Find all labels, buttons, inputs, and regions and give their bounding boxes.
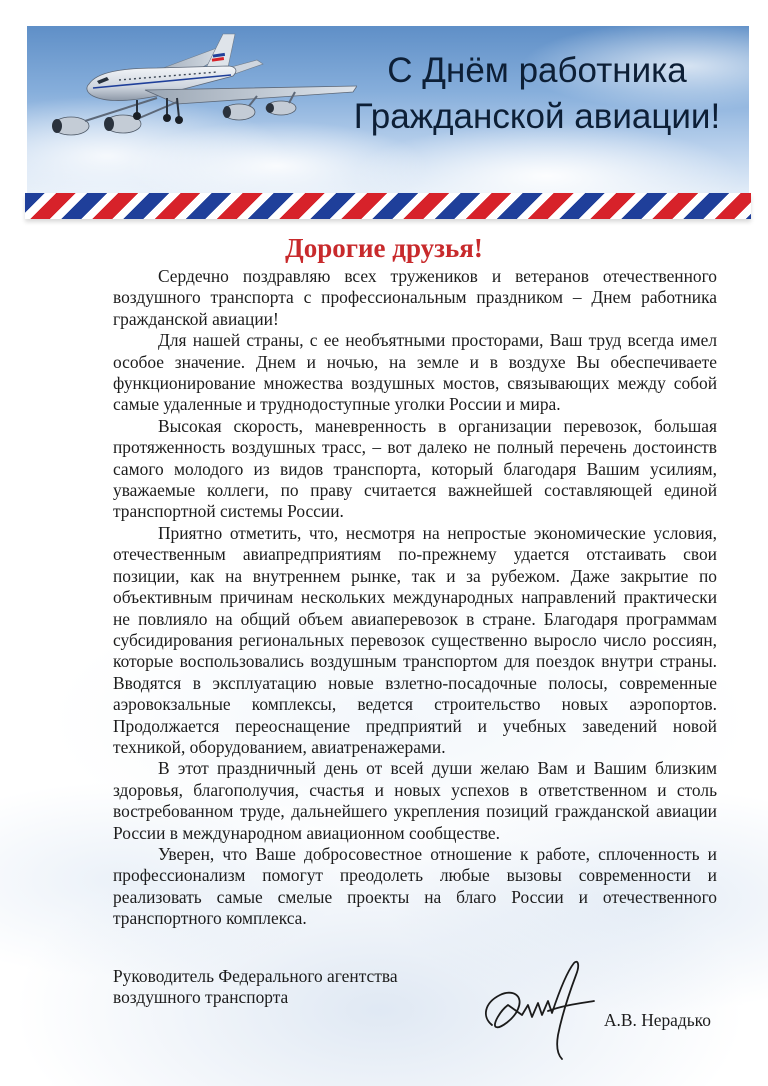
letter-paragraph: Для нашей страны, с ее необъятными просторами, Ваш труд всегда имел особое значение. Днем и ночью, на земле и в воздухе Вы обеспечиваете функционирование множества воздушных мостов, связывающих между собой самые удаленные и труднодоступные уголки России и мира.: [113, 330, 717, 415]
letter-paragraph: Сердечно поздравляю всех тружеников и ветеранов отечественного воздушного транспорта с профессиональным праздником – Днем работника гражданской авиации!: [113, 266, 717, 329]
signer-position: [113, 966, 443, 1009]
letter-paragraph: Высокая скорость, маневренность в организации перевозок, большая протяженность воздушных трасс, – вот далеко не полный перечень достоинств самого молодого из видов транспорта, который благодаря Вашим усилиям, уважаемые коллеги, по праву считается важнейшей составляющей единой транспортной системы России.: [113, 415, 717, 522]
header-banner: [27, 26, 749, 198]
banner-title-line1: С Днём работника: [387, 51, 687, 90]
greeting-heading: Дорогие друзья!: [285, 233, 483, 263]
letter-paragraph: Приятно отметить, что, несмотря на непростые экономические условия, отечественным авиапредприятиям по-прежнему удается отстаивать свои позиции, как на внутреннем рынке, так и за рубежом. Даже закрытие по объективным причинам нескольких международных направлений практически не повлияло на общий объем авиаперевозок в стране. Благодаря программам субсидирования региональных перевозок существенно выросло число россиян, которые воспользовались воздушным транспортом для поездок внутри страны. Вводятся в эксплуатацию новые взлетно-посадочные полосы, современные аэровокзальные комплексы, ведется строительство новых аэропортов. Продолжается переоснащение предприятий и учебных заведений новой техникой, оборудованием, авиатренажерами.: [113, 522, 717, 757]
banner-title: [327, 48, 747, 140]
letter-paragraph: Уверен, что Ваше добросовестное отношение к работе, сплоченность и профессионализм помогут преодолеть любые вызовы современности и реализовать самые смелые проекты на благо России и отечественного транспортного комплекса.: [113, 843, 717, 929]
airmail-stripe: [25, 193, 751, 219]
signer-position-line1: Руководитель Федерального агентства: [113, 966, 398, 986]
signer-position-line2: воздушного транспорта: [113, 987, 289, 1008]
airplane-illustration: [27, 26, 357, 156]
handwritten-signature: [478, 955, 598, 1065]
letter-paragraph: В этот праздничный день от всей души желаю Вам и Вашим близким здоровья, благополучия, счастья и новых успехов в ответственном и столь востребованном труде, дальнейшего укрепления позиций гражданской авиации России в международном авиационном сообществе.: [113, 758, 717, 843]
banner-title-line2: Гражданской авиации!: [353, 97, 721, 136]
letter-body: [113, 266, 717, 930]
signer-name: А.В. Нерадько: [604, 1010, 711, 1030]
